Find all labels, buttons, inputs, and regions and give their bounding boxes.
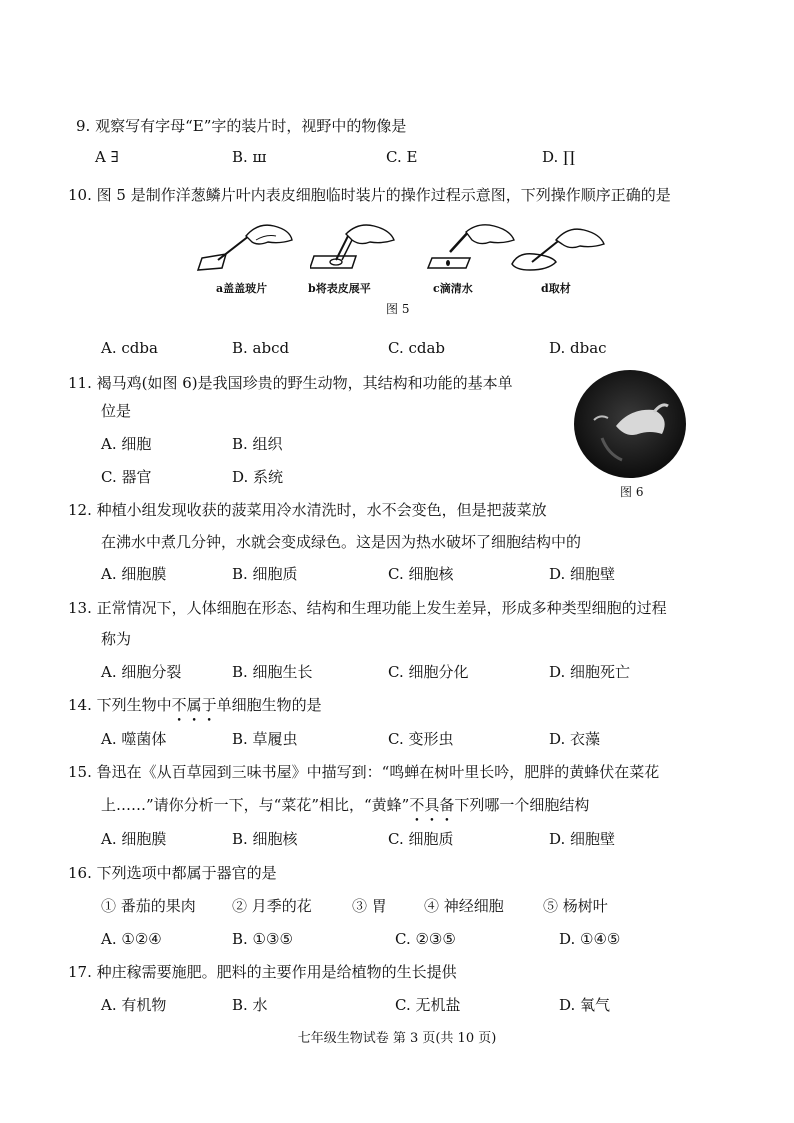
q11-stem-line1: 11. 褐马鸡(如图 6)是我国珍贵的野生动物，其结构和功能的基本单	[68, 374, 513, 392]
q12-option-b: B. 细胞质	[232, 565, 298, 583]
q16-option-c: C. ②③⑤	[395, 930, 456, 948]
q15-stem-line1: 15. 鲁迅在《从百草园到三味书屋》中描写到：“鸣蝉在树叶里长吟，肥胖的黄蜂伏在菜花	[68, 763, 660, 781]
q12-option-a: A. 细胞膜	[101, 565, 167, 583]
page-footer: 七年级生物试卷 第 3 页(共 10 页)	[297, 1031, 497, 1046]
q10-stem: 10. 图 5 是制作洋葱鳞片叶内表皮细胞临时装片的操作过程示意图，下列操作顺序正确的是	[68, 186, 671, 204]
figure-5-step-b-label: b将表皮展平	[308, 282, 371, 295]
q14-emphasis-char: 于	[201, 696, 217, 714]
figure-5-step-a-label: a盖盖玻片	[216, 282, 268, 295]
q17-option-b: B. 水	[232, 996, 268, 1014]
figure-5-step-d-hand-icon	[508, 222, 608, 274]
q14-stem-after: 单细胞生物的是	[216, 696, 322, 714]
q14-emphasis-char: 属	[186, 696, 202, 714]
q10-option-c: C. cdab	[388, 339, 446, 357]
q17-stem: 17. 种庄稼需要施肥。肥料的主要作用是给植物的生长提供	[68, 963, 457, 981]
q15-option-b: B. 细胞核	[232, 830, 298, 848]
q11-option-b: B. 组织	[232, 435, 283, 453]
q12-stem-line2: 在沸水中煮几分钟，水就会变成绿色。这是因为热水破坏了细胞结构中的	[101, 533, 582, 551]
q15-option-d: D. 细胞壁	[549, 830, 616, 848]
q13-stem-line2: 称为	[101, 630, 132, 648]
q11-stem-line2: 位是	[101, 402, 132, 420]
figure-5-step-d-label: d取材	[541, 282, 571, 295]
q13-option-a: A. 细胞分裂	[101, 663, 182, 681]
q12-option-d: D. 细胞壁	[549, 565, 616, 583]
q16-item: ② 月季的花	[232, 897, 312, 915]
q14-option-c: C. 变形虫	[388, 730, 454, 748]
q10-option-a: A. cdba	[101, 339, 158, 357]
figure-5-caption: 图 5	[386, 302, 410, 316]
q10-option-b: B. abcd	[232, 339, 290, 357]
q14-stem-before: 14. 下列生物中	[68, 696, 172, 714]
q10-option-d: D. dbac	[549, 339, 607, 357]
q12-stem-line1: 12. 种植小组发现收获的菠菜用冷水清洗时，水不会变色，但是把菠菜放	[68, 501, 547, 519]
q15-option-c: C. 细胞质	[388, 830, 454, 848]
q9-stem: 9. 观察写有字母“E”字的装片时，视野中的物像是	[76, 117, 407, 135]
q16-item: ④ 神经细胞	[424, 897, 504, 915]
figure-6-brown-eared-pheasant-photo	[572, 368, 688, 480]
q16-item: ③ 胃	[352, 897, 387, 915]
q16-option-d: D. ①④⑤	[559, 930, 621, 948]
q16-item: ① 番茄的果肉	[101, 897, 196, 915]
q14-option-d: D. 衣藻	[549, 730, 601, 748]
q15-emphasis-char: 备	[439, 796, 455, 814]
q13-option-d: D. 细胞死亡	[549, 663, 631, 681]
q14-stem	[68, 695, 322, 715]
q17-option-d: D. 氧气	[559, 996, 611, 1014]
q11-option-d: D. 系统	[232, 468, 284, 486]
q16-stem: 16. 下列选项中都属于器官的是	[68, 864, 277, 882]
figure-5-step-b-hand-icon	[310, 222, 410, 274]
q15-stem-before: 上……”请你分析一下，与“菜花”相比，“黄蜂”	[101, 796, 410, 814]
q16-option-a: A. ①②④	[101, 930, 162, 948]
q12-option-c: C. 细胞核	[388, 565, 454, 583]
q14-option-a: A. 噬菌体	[101, 730, 167, 748]
q9-option-c: C. E	[386, 148, 418, 166]
q15-option-a: A. 细胞膜	[101, 830, 167, 848]
q14-option-b: B. 草履虫	[232, 730, 298, 748]
q17-option-c: C. 无机盐	[395, 996, 461, 1014]
q15-stem-line2	[101, 795, 589, 815]
q16-option-b: B. ①③⑤	[232, 930, 293, 948]
q16-item: ⑤ 杨树叶	[543, 897, 608, 915]
figure-5-step-c-label: c滴清水	[433, 282, 473, 295]
q14-emphasis-char: 不	[171, 696, 187, 714]
q15-emphasis-char: 不	[409, 796, 425, 814]
q13-stem-line1: 13. 正常情况下，人体细胞在形态、结构和生理功能上发生差异，形成多种类型细胞的过程	[68, 599, 667, 617]
q15-emphasis-char: 具	[424, 796, 440, 814]
q17-option-a: A. 有机物	[101, 996, 167, 1014]
q13-option-c: C. 细胞分化	[388, 663, 469, 681]
figure-5-step-a-hand-icon	[196, 222, 296, 274]
q11-option-a: A. 细胞	[101, 435, 152, 453]
figure-6-caption: 图 6	[620, 485, 644, 499]
q11-option-c: C. 器官	[101, 468, 152, 486]
q13-option-b: B. 细胞生长	[232, 663, 313, 681]
q15-stem-after: 下列哪一个细胞结构	[454, 796, 590, 814]
q9-option-d: D. ∏	[542, 148, 575, 166]
q9-option-b: B. ш	[232, 148, 267, 166]
q9-option-a: A ∃	[95, 148, 119, 166]
